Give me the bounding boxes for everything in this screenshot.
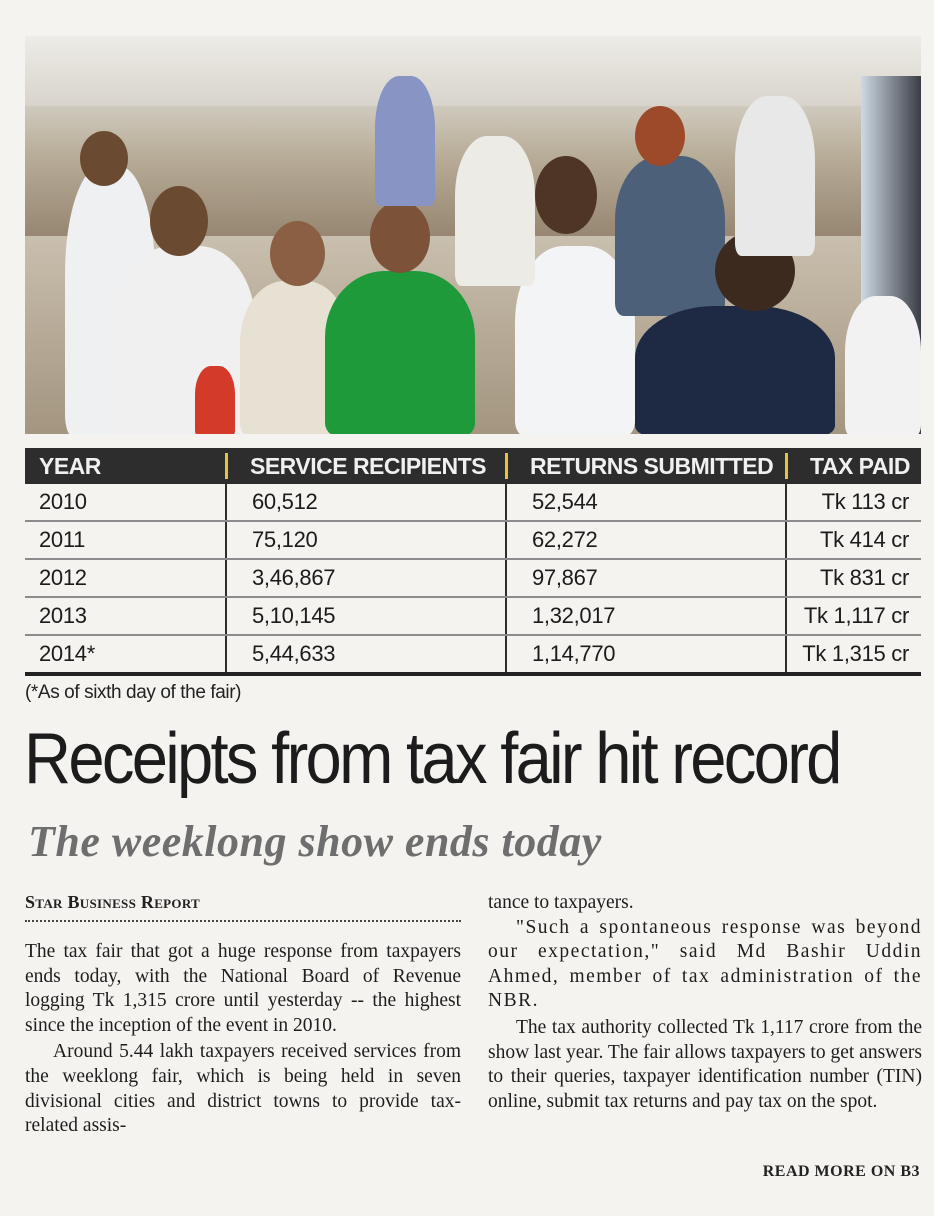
cell-tax-paid: Tk 1,315 cr <box>785 636 921 672</box>
cell-tax-paid: Tk 831 cr <box>785 560 921 596</box>
tax-fair-stats-table <box>25 448 921 676</box>
headline: Receipts from tax fair hit record <box>24 719 840 799</box>
col-header-returns-submitted: RETURNS SUBMITTED <box>530 452 774 479</box>
cell-year: 2014* <box>39 641 96 666</box>
cell-service-recipients: 75,120 <box>225 522 505 558</box>
cell-year: 2011 <box>39 527 86 552</box>
subhead: The weeklong show ends today <box>28 817 602 866</box>
byline: Star Business Report <box>25 892 201 912</box>
table-row <box>25 598 921 636</box>
table-row <box>25 522 921 560</box>
article-paragraph: The tax authority collected Tk 1,117 crore from the show last year. The fair allows taxpayers to get answers to their queries, taxpayer identification number (TIN) online, submit tax returns and pay tax on the spot. <box>488 1016 922 1112</box>
table-row <box>25 636 921 676</box>
col-header-tax-paid: TAX PAID <box>810 452 910 479</box>
article-paragraph-continued: tance to taxpayers. <box>488 892 634 913</box>
cell-year: 2010 <box>39 489 87 514</box>
cell-tax-paid: Tk 113 cr <box>785 484 921 520</box>
cell-service-recipients: 5,10,145 <box>225 598 505 634</box>
article-paragraph: "Such a spontaneous response was beyond our expectation," said Md Bashir Uddin Ahmed, member of tax administration of the NBR. <box>488 916 922 1012</box>
cell-year: 2013 <box>39 603 87 628</box>
cell-service-recipients: 5,44,633 <box>225 636 505 672</box>
article-paragraph: Around 5.44 lakh taxpayers received services from the weeklong fair, which is being held in seven divisional cities and district towns to provide tax-related assis- <box>25 1041 461 1137</box>
col-header-service-recipients: SERVICE RECIPIENTS <box>250 452 486 479</box>
cell-returns-submitted: 1,14,770 <box>505 636 785 672</box>
article-column-1 <box>25 940 461 1139</box>
table-row <box>25 484 921 522</box>
cell-tax-paid: Tk 1,117 cr <box>785 598 921 634</box>
cell-returns-submitted: 97,867 <box>505 560 785 596</box>
cell-service-recipients: 3,46,867 <box>225 560 505 596</box>
cell-tax-paid: Tk 414 cr <box>785 522 921 558</box>
news-photo-tax-fair-crowd <box>25 36 921 434</box>
article-column-2 <box>488 891 922 1114</box>
cell-service-recipients: 60,512 <box>225 484 505 520</box>
col-header-returns-submitted-cell <box>505 453 785 480</box>
cell-returns-submitted: 62,272 <box>505 522 785 558</box>
byline-divider <box>25 920 461 922</box>
cell-returns-submitted: 1,32,017 <box>505 598 785 634</box>
col-header-tax-paid-cell <box>785 453 921 480</box>
cell-year: 2012 <box>39 565 87 590</box>
table-footnote: (*As of sixth day of the fair) <box>25 682 242 703</box>
cell-returns-submitted: 52,544 <box>505 484 785 520</box>
col-header-year: YEAR <box>39 452 101 479</box>
table-header <box>25 448 921 484</box>
article-paragraph: The tax fair that got a huge response from taxpayers ends today, with the National Board of Revenue logging Tk 1,315 crore until yesterday -- the highest since the inception of the event in 2010. <box>25 941 461 1036</box>
table-row <box>25 560 921 598</box>
read-more-link[interactable]: READ MORE ON B3 <box>762 1163 920 1180</box>
col-header-service-recipients-cell <box>225 453 505 480</box>
